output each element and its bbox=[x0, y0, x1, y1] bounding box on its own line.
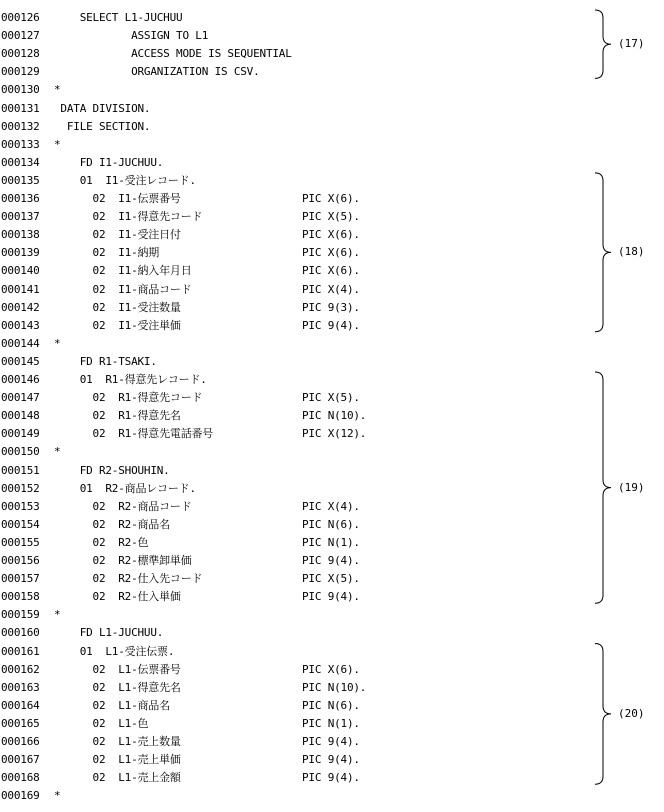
line-number: 000165 bbox=[1, 716, 40, 730]
curly-bracket bbox=[595, 644, 611, 785]
line-number: 000163 bbox=[1, 680, 40, 694]
code-text: 02 L1-伝票番号 bbox=[54, 662, 181, 676]
code-text: 02 R2-仕入単価 bbox=[54, 590, 181, 604]
code-text: 02 R2-商品コード bbox=[54, 499, 192, 513]
code-text: 02 R1-得意先名 bbox=[54, 409, 181, 423]
line-number: 000133 bbox=[1, 137, 40, 151]
line-number: 000153 bbox=[1, 499, 40, 513]
code-text: 02 R1-得意先コード bbox=[54, 391, 203, 405]
line-number: 000128 bbox=[1, 47, 40, 61]
pic-clause: PIC N(10). bbox=[302, 409, 367, 423]
pic-clause: PIC X(5). bbox=[302, 391, 360, 405]
pic-clause: PIC X(12). bbox=[302, 427, 367, 441]
line-number: 000160 bbox=[1, 626, 40, 640]
code-text: FD I1-JUCHUU. bbox=[54, 155, 164, 169]
line-number: 000166 bbox=[1, 735, 40, 748]
code-text: 02 R2-商品名 bbox=[54, 517, 170, 531]
line-number: 000157 bbox=[1, 572, 40, 586]
line-number: 000144 bbox=[1, 336, 40, 350]
line-number: 000146 bbox=[1, 373, 40, 386]
code-text: 01 R1-得意先レコード. bbox=[54, 373, 207, 386]
line-number: 000132 bbox=[1, 119, 40, 133]
code-text: * bbox=[54, 137, 61, 151]
code-text: 02 R2-色 bbox=[54, 535, 149, 549]
pic-clause: PIC N(6). bbox=[302, 698, 360, 712]
line-number: 000138 bbox=[1, 228, 40, 242]
code-text: 02 I1-受注日付 bbox=[54, 228, 181, 242]
line-number: 000149 bbox=[1, 427, 40, 441]
line-number: 000142 bbox=[1, 300, 40, 314]
pic-clause: PIC 9(4). bbox=[302, 590, 360, 604]
pic-clause: PIC N(6). bbox=[302, 517, 360, 531]
pic-clause: PIC X(4). bbox=[302, 499, 360, 513]
code-text: 01 R2-商品レコード. bbox=[54, 481, 196, 495]
line-number: 000156 bbox=[1, 554, 40, 567]
code-text: 02 L1-商品名 bbox=[54, 698, 170, 712]
line-number: 000126 bbox=[1, 11, 40, 24]
line-number: 000137 bbox=[1, 210, 40, 224]
line-number: 000164 bbox=[1, 698, 40, 712]
line-number: 000148 bbox=[1, 409, 40, 423]
curly-bracket bbox=[595, 372, 611, 603]
line-number: 000159 bbox=[1, 608, 40, 622]
bracket-label: (19) bbox=[618, 480, 645, 494]
code-text: 01 L1-受注伝票. bbox=[54, 644, 175, 658]
line-number: 000136 bbox=[1, 192, 40, 205]
pic-clause: PIC X(5). bbox=[302, 572, 360, 586]
line-number: 000158 bbox=[1, 590, 40, 604]
pic-clause: PIC 9(3). bbox=[302, 300, 360, 314]
bracket-label: (20) bbox=[618, 706, 645, 720]
code-text: FILE SECTION. bbox=[54, 119, 151, 133]
pic-clause: PIC 9(4). bbox=[302, 753, 360, 767]
code-text: FD R1-TSAKI. bbox=[54, 354, 157, 368]
pic-clause: PIC X(6). bbox=[302, 228, 360, 242]
line-number: 000134 bbox=[1, 155, 40, 169]
code-text: * bbox=[54, 336, 61, 350]
code-text: 02 I1-納期 bbox=[54, 246, 160, 260]
code-text: 02 L1-売上単価 bbox=[54, 753, 181, 767]
code-text: 02 I1-伝票番号 bbox=[54, 192, 181, 205]
code-text: 02 L1-得意先名 bbox=[54, 680, 181, 694]
curly-bracket bbox=[595, 173, 611, 332]
pic-clause: PIC N(10). bbox=[302, 680, 367, 694]
code-text: SELECT L1-JUCHUU bbox=[54, 11, 183, 24]
line-number: 000131 bbox=[1, 101, 40, 115]
pic-clause: PIC X(6). bbox=[302, 264, 360, 278]
pic-clause: PIC 9(4). bbox=[302, 554, 360, 567]
code-text: 02 L1-売上金額 bbox=[54, 771, 181, 785]
pic-clause: PIC X(5). bbox=[302, 210, 360, 224]
code-text: ACCESS MODE IS SEQUENTIAL bbox=[54, 47, 292, 61]
code-text: ORGANIZATION IS CSV. bbox=[54, 65, 260, 79]
bracket-label: (17) bbox=[618, 37, 645, 51]
code-text: 02 I1-受注単価 bbox=[54, 318, 181, 332]
code-text: * bbox=[54, 608, 61, 622]
code-text: 02 R2-仕入先コード bbox=[54, 572, 203, 586]
code-text: 02 L1-売上数量 bbox=[54, 735, 181, 748]
line-number: 000151 bbox=[1, 463, 40, 477]
code-text: 02 I1-得意先コード bbox=[54, 210, 203, 224]
code-text: FD L1-JUCHUU. bbox=[54, 626, 164, 640]
code-text: * bbox=[54, 83, 61, 97]
line-number: 000162 bbox=[1, 662, 40, 676]
pic-clause: PIC 9(4). bbox=[302, 318, 360, 332]
code-text: 02 L1-色 bbox=[54, 716, 149, 730]
code-text: DATA DIVISION. bbox=[54, 101, 151, 115]
line-number: 000127 bbox=[1, 29, 40, 43]
pic-clause: PIC X(6). bbox=[302, 662, 360, 676]
line-number: 000135 bbox=[1, 173, 40, 187]
line-number: 000140 bbox=[1, 264, 40, 278]
pic-clause: PIC 9(4). bbox=[302, 771, 360, 785]
line-number: 000141 bbox=[1, 282, 40, 296]
code-text: 02 R2-標準卸単価 bbox=[54, 554, 192, 567]
pic-clause: PIC X(6). bbox=[302, 246, 360, 260]
line-number: 000169 bbox=[1, 789, 40, 803]
pic-clause: PIC N(1). bbox=[302, 716, 360, 730]
code-text: FD R2-SHOUHIN. bbox=[54, 463, 170, 477]
line-number: 000150 bbox=[1, 445, 40, 459]
code-text: 02 R1-得意先電話番号 bbox=[54, 427, 214, 441]
line-number: 000145 bbox=[1, 354, 40, 368]
line-number: 000154 bbox=[1, 517, 40, 531]
code-text: 02 I1-受注数量 bbox=[54, 300, 181, 314]
line-number: 000168 bbox=[1, 771, 40, 785]
code-text: 01 I1-受注レコード. bbox=[54, 173, 196, 187]
line-number: 000139 bbox=[1, 246, 40, 260]
line-number: 000155 bbox=[1, 535, 40, 549]
line-number: 000147 bbox=[1, 391, 40, 405]
curly-bracket bbox=[595, 10, 611, 78]
code-text: 02 I1-商品コード bbox=[54, 282, 192, 296]
bracket-label: (18) bbox=[618, 245, 645, 259]
line-number: 000143 bbox=[1, 318, 40, 332]
code-text: * bbox=[54, 789, 61, 803]
code-text: 02 I1-納入年月日 bbox=[54, 264, 192, 278]
pic-clause: PIC 9(4). bbox=[302, 735, 360, 748]
code-text: * bbox=[54, 445, 61, 459]
pic-clause: PIC N(1). bbox=[302, 535, 360, 549]
line-number: 000130 bbox=[1, 83, 40, 97]
line-number: 000129 bbox=[1, 65, 40, 79]
code-text: ASSIGN TO L1 bbox=[54, 29, 209, 43]
line-number: 000161 bbox=[1, 644, 40, 658]
line-number: 000152 bbox=[1, 481, 40, 495]
pic-clause: PIC X(6). bbox=[302, 192, 360, 205]
line-number: 000167 bbox=[1, 753, 40, 767]
pic-clause: PIC X(4). bbox=[302, 282, 360, 296]
